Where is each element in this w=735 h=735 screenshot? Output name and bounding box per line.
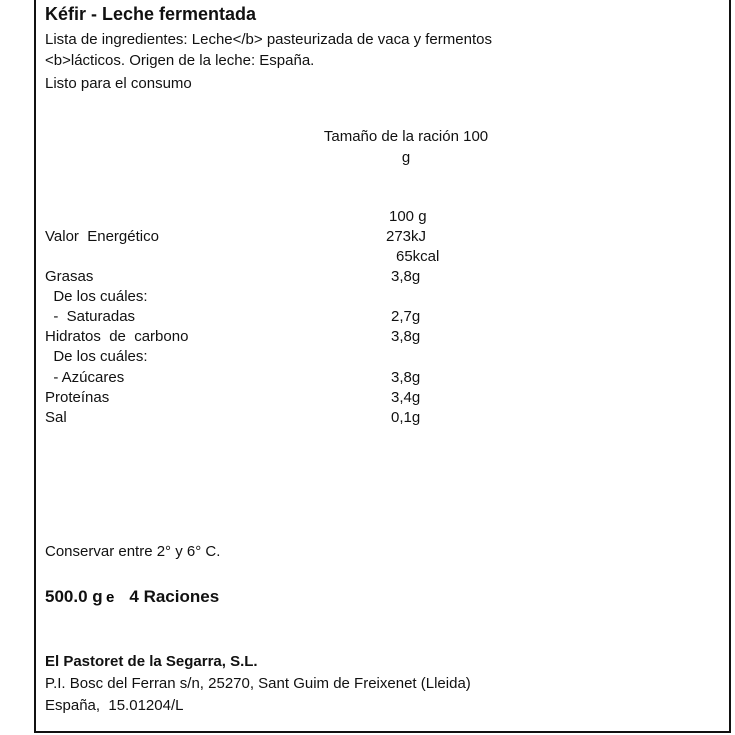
nutrition-value: 2,7g — [391, 308, 421, 325]
nutrition-label: - Saturadas — [45, 308, 136, 325]
nutrition-value: 0,1g — [391, 409, 421, 426]
label-frame — [34, 0, 731, 733]
serving-size-line-2: g — [401, 149, 411, 166]
nutrition-label: De los cuáles: — [45, 288, 148, 305]
nutrition-label: Sal — [45, 409, 67, 426]
net-weight: 500.0 g — [45, 587, 103, 606]
net-quantity — [45, 587, 219, 607]
nutrition-label: Valor Energético — [45, 228, 159, 245]
ingredients-line-2: <b>lácticos. Origen de la leche: España. — [45, 52, 315, 69]
storage-instructions: Conservar entre 2° y 6° C. — [45, 543, 221, 560]
nutrition-value: 3,8g — [391, 328, 421, 345]
nutrition-label: Grasas — [45, 268, 94, 285]
company-name: El Pastoret de la Segarra, S.L. — [45, 653, 258, 670]
nutrition-label: Proteínas — [45, 389, 110, 406]
serving-size-line-1: Tamaño de la ración 100 — [323, 128, 489, 145]
product-title: Kéfir - Leche fermentada — [45, 4, 257, 24]
portions: 4 Raciones — [129, 587, 220, 606]
svg-text:e: e — [105, 591, 114, 603]
nutrition-value: 273kJ — [386, 228, 427, 245]
nutrition-value: 3,8g — [391, 268, 421, 285]
estimated-e-mark-icon — [105, 591, 121, 603]
nutrition-value: 3,8g — [391, 369, 421, 386]
nutrition-label: Hidratos de carbono — [45, 328, 189, 345]
nutrition-value: 65kcal — [396, 248, 440, 265]
company-address: P.I. Bosc del Ferran s/n, 25270, Sant Guim de Freixenet (Lleida) — [45, 675, 471, 692]
ready-to-consume: Listo para el consumo — [45, 75, 192, 92]
nutrition-label: - Azúcares — [45, 369, 125, 386]
nutrition-column-header: 100 g — [389, 208, 427, 225]
nutrition-value: 3,4g — [391, 389, 421, 406]
registry-code: España, 15.01204/L — [45, 697, 184, 714]
nutrition-label: De los cuáles: — [45, 348, 148, 365]
ingredients-line-1: Lista de ingredientes: Leche</b> pasteurizada de vaca y fermentos — [45, 31, 492, 48]
